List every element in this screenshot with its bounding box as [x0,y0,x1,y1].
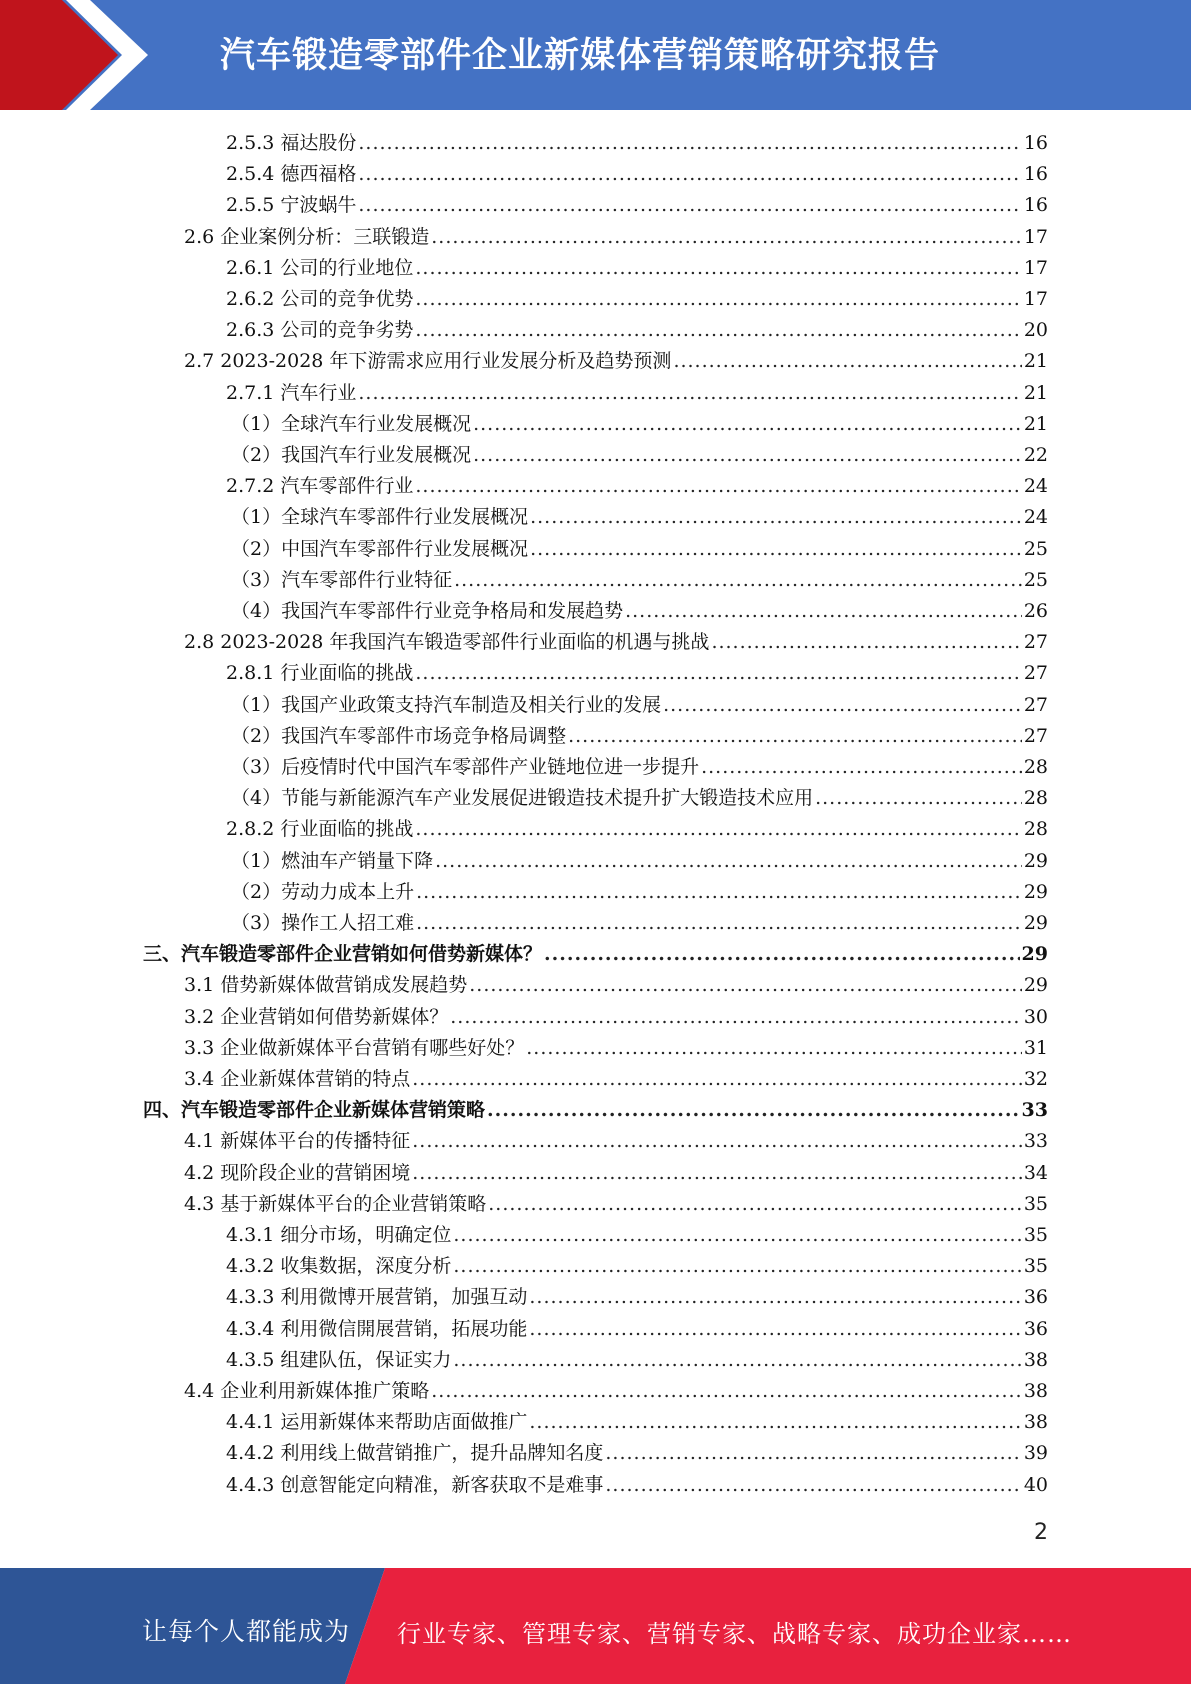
toc-entry-title: 3.3 企业做新媒体平台营销有哪些好处？ [184,1036,525,1059]
toc-dot-leader [412,1064,1022,1095]
toc-entry[interactable] [226,1345,1048,1376]
toc-entry-title: 4.4.2 利用线上做营销推广，提升品牌知名度 [226,1442,604,1465]
toc-entry-page: 16 [1023,163,1048,186]
toc-entry-title: （2）劳动力成本上升 [231,880,415,903]
toc-dot-leader [358,128,1021,159]
toc-dot-leader [544,939,1020,970]
toc-entry-page: 28 [1023,787,1048,810]
toc-entry-title: 4.3.1 细分市场，明确定位 [226,1224,452,1246]
toc-entry-page: 21 [1023,381,1048,404]
toc-entry[interactable] [226,315,1048,346]
toc-entry-page: 35 [1023,1192,1048,1215]
toc-entry-page: 39 [1023,1442,1048,1465]
toc-dot-leader [415,471,1021,502]
toc-dot-leader [431,1376,1022,1407]
toc-entry-title: （1）燃油车产销量下降 [231,849,434,872]
toc-dot-leader [415,658,1021,689]
toc-entry[interactable] [231,596,1048,627]
toc-dot-leader [529,1314,1021,1345]
toc-entry-page: 29 [1023,974,1048,997]
toc-entry-page: 27 [1023,724,1048,747]
toc-entry-title: 2.5.5 宁波蜗牛 [226,194,357,217]
toc-dot-leader [415,284,1021,315]
toc-entry-title: 3.2 企业营销如何借势新媒体？ [184,1005,449,1028]
toc-dot-leader [453,1345,1021,1376]
toc-entry-title: 四、汽车锻造零部件企业新媒体营销策略 [143,1099,486,1122]
toc-entry-page: 27 [1023,631,1048,654]
toc-entry[interactable] [231,534,1048,565]
toc-entry-title: 4.2 现阶段企业的营销困境 [184,1161,411,1184]
toc-entry-page: 25 [1023,568,1048,591]
toc-entry-title: 4.3.4 利用微信開展营销，拓展功能 [226,1317,528,1340]
toc-entry-title: 4.4 企业利用新媒体推广策略 [184,1380,430,1402]
toc-dot-leader [663,690,1022,721]
toc-dot-leader [415,814,1021,845]
toc-dot-leader [450,1002,1022,1033]
toc-entry[interactable] [184,627,1048,658]
toc-entry-page: 29 [1023,880,1048,903]
toc-entry[interactable] [143,1095,1048,1126]
toc-entry-page: 34 [1023,1161,1048,1184]
toc-entry[interactable] [231,502,1048,533]
toc-dot-leader [415,315,1021,346]
toc-entry[interactable] [226,1438,1048,1469]
toc-entry[interactable] [226,1407,1048,1438]
toc-entry-page: 26 [1023,600,1048,622]
toc-dot-leader [815,783,1022,814]
toc-entry-page: 24 [1023,506,1048,529]
toc-entry[interactable] [226,814,1048,845]
toc-entry[interactable] [226,1251,1048,1282]
toc-entry[interactable] [226,1470,1048,1501]
toc-entry-title: 2.5.4 德西福格 [226,163,357,186]
toc-dot-leader [530,502,1022,533]
toc-entry[interactable] [184,346,1048,377]
toc-entry-title: 4.4.1 运用新媒体来帮助店面做推广 [226,1411,528,1434]
toc-entry-page: 38 [1023,1348,1048,1371]
toc-dot-leader [431,222,1022,253]
toc-entry-title: 4.3.5 组建队伍，保证实力 [226,1348,452,1371]
toc-entry[interactable] [184,1033,1048,1064]
toc-entry[interactable] [184,1189,1048,1220]
toc-entry-page: 32 [1023,1068,1048,1090]
toc-entry-page: 38 [1023,1411,1048,1434]
toc-entry-title: 4.1 新媒体平台的传播特征 [184,1130,411,1153]
toc-entry[interactable] [231,409,1048,440]
toc-dot-leader [673,346,1021,377]
toc-entry-page: 22 [1023,444,1048,466]
toc-dot-leader [473,440,1022,471]
toc-dot-leader [625,596,1022,627]
toc-dot-leader [701,752,1022,783]
toc-entry-page: 17 [1023,256,1048,279]
toc-entry[interactable] [231,721,1048,752]
toc-dot-leader [412,1126,1022,1157]
toc-entry-title: 2.8.1 行业面临的挑战 [226,662,414,685]
toc-entry[interactable] [226,1282,1048,1313]
toc-entry-page: 35 [1023,1224,1048,1246]
toc-dot-leader [453,1251,1021,1282]
toc-entry-title: 4.4.3 创意智能定向精准，新客获取不是难事 [226,1473,604,1496]
toc-entry-title: （1）全球汽车零部件行业发展概况 [231,506,529,529]
toc-dot-leader [605,1438,1021,1469]
toc-entry-page: 29 [1023,912,1048,934]
toc-entry-title: （3）汽车零部件行业特征 [231,568,453,591]
toc-dot-leader [605,1470,1021,1501]
toc-entry[interactable] [226,253,1048,284]
toc-entry-page: 35 [1023,1255,1048,1278]
toc-entry[interactable] [231,877,1048,908]
toc-entry-title: （2）我国汽车零部件市场竞争格局调整 [231,724,567,747]
toc-entry-title: 3.4 企业新媒体营销的特点 [184,1068,411,1090]
toc-dot-leader [529,1407,1021,1438]
toc-dot-leader [358,190,1021,221]
toc-entry-page: 30 [1023,1005,1048,1028]
toc-dot-leader [487,1095,1020,1126]
toc-entry-page: 36 [1023,1317,1048,1340]
toc-entry-title: 2.7 2023-2028 年下游需求应用行业发展分析及趋势预测 [184,350,672,373]
toc-entry[interactable] [226,658,1048,689]
toc-entry[interactable] [231,440,1048,471]
toc-entry-title: 4.3.3 利用微博开展营销，加强互动 [226,1286,528,1309]
toc-entry[interactable] [226,378,1048,409]
toc-entry[interactable] [184,222,1048,253]
toc-entry-title: 2.6.1 公司的行业地位 [226,256,414,279]
toc-entry[interactable] [184,1126,1048,1157]
toc-entry-title: 2.6.2 公司的竞争优势 [226,288,414,310]
toc-entry[interactable] [143,939,1048,970]
toc-entry-title: （4）节能与新能源汽车产业发展促进锻造技术提升扩大锻造技术应用 [231,787,814,810]
toc-entry-title: 3.1 借势新媒体做营销成发展趋势 [184,974,468,997]
toc-dot-leader [473,409,1022,440]
toc-entry-page: 17 [1023,288,1048,310]
toc-entry-title: 2.8.2 行业面临的挑战 [226,818,414,841]
toc-entry-title: 2.5.3 福达股份 [226,132,357,154]
toc-entry-page: 33 [1023,1130,1048,1153]
toc-entry-page: 33 [1021,1099,1048,1122]
toc-entry-title: 三、汽车锻造零部件企业营销如何借势新媒体？ [143,943,543,966]
toc-entry-page: 24 [1023,475,1048,498]
toc-dot-leader [530,534,1022,565]
toc-dot-leader [469,970,1022,1001]
toc-entry-title: 2.7.2 汽车零部件行业 [226,475,414,498]
toc-entry-title: （1）全球汽车行业发展概况 [231,412,472,435]
toc-dot-leader [416,877,1022,908]
toc-entry[interactable] [231,783,1048,814]
toc-entry[interactable] [226,190,1048,221]
toc-entry[interactable] [226,1220,1048,1251]
toc-dot-leader [454,565,1022,596]
toc-entry-title: （3）操作工人招工难 [231,912,415,934]
toc-entry[interactable] [184,1002,1048,1033]
toc-entry-title: （4）我国汽车零部件行业竞争格局和发展趋势 [231,600,624,622]
report-title: 汽车锻造零部件企业新媒体营销策略研究报告 [220,36,941,76]
toc-entry-page: 21 [1023,350,1048,373]
toc-entry-page: 27 [1023,662,1048,685]
toc-entry-page: 21 [1023,412,1048,435]
toc-entry-title: 2.6.3 公司的竞争劣势 [226,319,414,342]
toc-dot-leader [568,721,1022,752]
toc-entry[interactable] [184,1376,1048,1407]
toc-dot-leader [488,1189,1022,1220]
toc-entry-page: 36 [1023,1286,1048,1309]
footer-slogan-right: 行业专家、管理专家、营销专家、战略专家、成功企业家…… [397,1620,1072,1648]
toc-entry-title: （3）后疫情时代中国汽车零部件产业链地位进一步提升 [231,756,700,778]
page-header [0,0,1191,110]
header-arrow-decoration [0,0,160,110]
toc-entry-page: 28 [1023,756,1048,778]
toc-entry-page: 28 [1023,818,1048,841]
toc-entry-title: 2.6 企业案例分析：三联锻造 [184,225,430,248]
toc-dot-leader [435,846,1022,877]
toc-entry-title: （2）我国汽车行业发展概况 [231,444,472,466]
toc-entry-title: （1）我国产业政策支持汽车制造及相关行业的发展 [231,693,662,716]
toc-entry-page: 27 [1023,693,1048,716]
toc-entry[interactable] [184,1064,1048,1095]
toc-entry-page: 38 [1023,1380,1048,1402]
toc-dot-leader [416,908,1022,939]
toc-entry-page: 16 [1023,194,1048,217]
toc-dot-leader [453,1220,1021,1251]
toc-dot-leader [358,378,1021,409]
toc-entry[interactable] [184,1158,1048,1189]
toc-entry[interactable] [231,752,1048,783]
toc-entry[interactable] [226,1314,1048,1345]
footer-slogan-left: 让每个人都能成为 [142,1617,351,1646]
toc-entry-title: 4.3 基于新媒体平台的企业营销策略 [184,1192,487,1215]
toc-entry-title: （2）中国汽车零部件行业发展概况 [231,537,529,560]
toc-entry-page: 16 [1023,132,1048,154]
toc-entry[interactable] [231,846,1048,877]
toc-entry[interactable] [231,908,1048,939]
toc-entry-title: 2.8 2023-2028 年我国汽车锻造零部件行业面临的机遇与挑战 [184,631,710,654]
toc-entry[interactable] [226,284,1048,315]
page-footer [0,1568,1191,1684]
toc-dot-leader [711,627,1021,658]
toc-entry-title: 4.3.2 收集数据，深度分析 [226,1255,452,1278]
toc-dot-leader [529,1282,1021,1313]
toc-dot-leader [358,159,1021,190]
toc-entry[interactable] [226,159,1048,190]
toc-entry[interactable] [184,970,1048,1001]
toc-dot-leader [526,1033,1022,1064]
toc-entry[interactable] [231,690,1048,721]
page-number: 2 [1034,1520,1048,1545]
toc-entry-page: 40 [1023,1473,1048,1496]
toc-entry-page: 29 [1021,943,1048,966]
toc-entry-page: 20 [1023,319,1048,342]
toc-entry-page: 31 [1023,1036,1048,1059]
toc-entry-page: 25 [1023,537,1048,560]
toc-dot-leader [412,1158,1022,1189]
toc-dot-leader [415,253,1021,284]
toc-entry-title: 2.7.1 汽车行业 [226,381,357,404]
toc-entry-page: 29 [1023,849,1048,872]
toc-entry[interactable] [226,471,1048,502]
toc-entry[interactable] [226,128,1048,159]
toc-entry[interactable] [231,565,1048,596]
toc-entry-page: 17 [1023,225,1048,248]
